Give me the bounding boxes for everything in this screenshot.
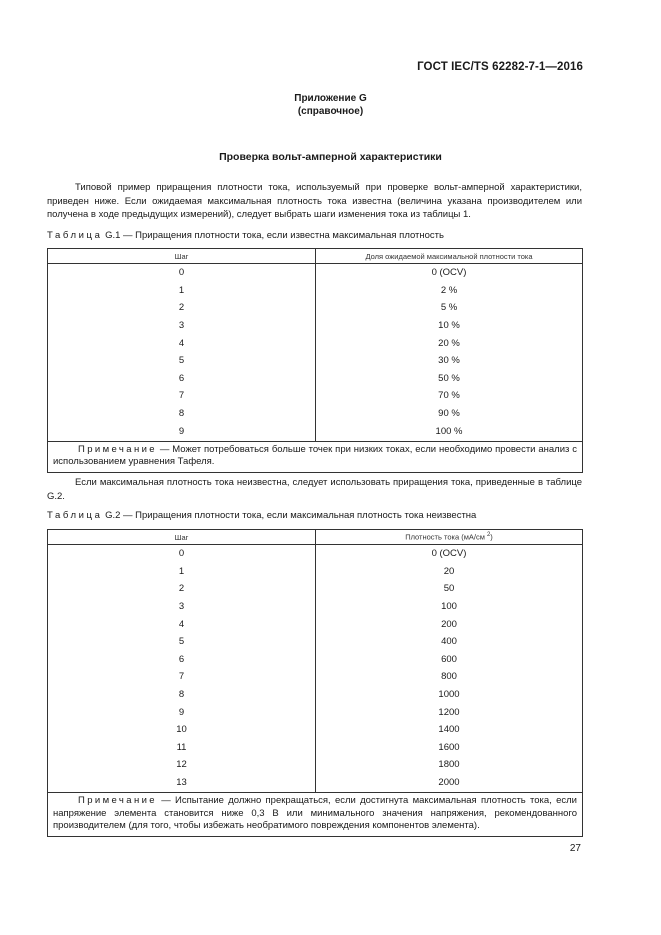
- table1-caption: [47, 230, 582, 242]
- value-cell: 800: [316, 668, 583, 686]
- value-cell: 1800: [316, 756, 583, 774]
- step-cell: 0: [48, 264, 316, 282]
- table1-header-share: Доля ожидаемой максимальной плотности тока: [316, 249, 583, 264]
- step-cell: 5: [48, 352, 316, 370]
- value-cell: 100: [316, 598, 583, 616]
- table-row: [48, 739, 583, 757]
- step-cell: 8: [48, 686, 316, 704]
- table2-header-density-text: Плотность тока (мА/см: [405, 532, 485, 542]
- intro-paragraph: [47, 181, 582, 222]
- table-row: [48, 334, 583, 352]
- table2-note-row: [48, 793, 583, 837]
- value-cell: 50: [316, 580, 583, 598]
- table-row: [48, 703, 583, 721]
- table-row: [48, 651, 583, 669]
- value-cell: 20: [316, 563, 583, 581]
- table-row: [48, 317, 583, 335]
- step-cell: 2: [48, 299, 316, 317]
- value-cell: 30 %: [316, 352, 583, 370]
- table2: [47, 529, 583, 837]
- step-cell: 8: [48, 405, 316, 423]
- value-cell: 70 %: [316, 387, 583, 405]
- table2-note-text: — Испытание должно прекращаться, если достигнута максимальная плотность тока, если напряжение элемента становится ниже 0,3 В или минимального значения напряжения, рекомендованного производителем (для того, чтобы избежать необратимого повреждения компонентов элемента).: [53, 795, 577, 832]
- value-cell: 1000: [316, 686, 583, 704]
- value-cell: 50 %: [316, 370, 583, 388]
- value-cell: 1400: [316, 721, 583, 739]
- table1-caption-text: G.1 — Приращения плотности тока, если известна максимальная плотность: [105, 230, 444, 241]
- table-row: [48, 615, 583, 633]
- table1-note-label: Примечание: [78, 443, 157, 455]
- table1-note-row: [48, 441, 583, 472]
- value-cell: 5 %: [316, 299, 583, 317]
- step-cell: 3: [48, 317, 316, 335]
- section-title: Проверка вольт-амперной характеристики: [219, 151, 442, 163]
- table2-header-density: [316, 530, 583, 545]
- table-row: [48, 352, 583, 370]
- table2-caption: [47, 510, 582, 522]
- step-cell: 2: [48, 580, 316, 598]
- table1-caption-label: Таблица: [47, 230, 103, 241]
- table1-note: [48, 441, 583, 472]
- value-cell: 0 (OCV): [316, 264, 583, 282]
- table2-header-superscript: 2: [486, 532, 491, 539]
- step-cell: 6: [48, 370, 316, 388]
- step-cell: 10: [48, 721, 316, 739]
- table-row: [48, 668, 583, 686]
- step-cell: 0: [48, 545, 316, 563]
- appendix-subtitle: (справочное): [297, 106, 364, 117]
- table2-header-step: Шаг: [48, 530, 316, 545]
- value-cell: 2 %: [316, 282, 583, 300]
- step-cell: 7: [48, 387, 316, 405]
- table2-header-close: ): [490, 532, 493, 542]
- table1-header-step: Шаг: [48, 249, 316, 264]
- value-cell: 1200: [316, 703, 583, 721]
- table1-note-text: — Может потребоваться больше точек при низких токах, если необходимо провести анализ с использованием уравнения Тафеля.: [53, 443, 577, 468]
- step-cell: 6: [48, 651, 316, 669]
- step-cell: 12: [48, 756, 316, 774]
- page-number: 27: [569, 843, 581, 854]
- table-row: [48, 774, 583, 793]
- value-cell: 20 %: [316, 334, 583, 352]
- table2-note-label: Примечание: [78, 795, 157, 807]
- step-cell: 1: [48, 282, 316, 300]
- step-cell: 11: [48, 739, 316, 757]
- table2-note: [48, 793, 583, 837]
- table-row: [48, 756, 583, 774]
- step-cell: 13: [48, 774, 316, 793]
- step-cell: 9: [48, 703, 316, 721]
- table-row: [48, 580, 583, 598]
- middle-text: Если максимальная плотность тока неизвестна, следует использовать приращения тока, приведенные в таблице G.2.: [47, 477, 582, 502]
- value-cell: 200: [316, 615, 583, 633]
- intro-text: Типовой пример приращения плотности тока, используемый при проверке вольт-амперной характеристики, приведен ниже. Если ожидаемая максимальная плотность тока известна (величина указана производителем или получена в ходе предыдущих измерений), следует выбрать шаги изменения тока из таблицы 1.: [47, 182, 582, 220]
- value-cell: 1600: [316, 739, 583, 757]
- table-row: [48, 387, 583, 405]
- table-row: [48, 686, 583, 704]
- table-row: [48, 405, 583, 423]
- table-row: [48, 598, 583, 616]
- table-row: [48, 282, 583, 300]
- step-cell: 4: [48, 334, 316, 352]
- table-row: [48, 264, 583, 282]
- step-cell: 9: [48, 422, 316, 441]
- value-cell: 100 %: [316, 422, 583, 441]
- table-row: [48, 545, 583, 563]
- step-cell: 4: [48, 615, 316, 633]
- table-row: [48, 370, 583, 388]
- value-cell: 2000: [316, 774, 583, 793]
- value-cell: 0 (OCV): [316, 545, 583, 563]
- table-row: [48, 633, 583, 651]
- step-cell: 3: [48, 598, 316, 616]
- value-cell: 400: [316, 633, 583, 651]
- table-row: [48, 721, 583, 739]
- value-cell: 600: [316, 651, 583, 669]
- table1: [47, 248, 583, 473]
- table2-caption-label: Таблица: [47, 510, 103, 521]
- appendix-title: Приложение G: [294, 93, 367, 104]
- table-row: [48, 563, 583, 581]
- document-id: ГОСТ IEC/TS 62282-7-1—2016: [417, 61, 583, 73]
- step-cell: 1: [48, 563, 316, 581]
- table-row: [48, 299, 583, 317]
- step-cell: 5: [48, 633, 316, 651]
- middle-paragraph: [47, 476, 582, 503]
- table-row: [48, 422, 583, 441]
- table2-caption-text: G.2 — Приращения плотности тока, если максимальная плотность тока неизвестна: [105, 510, 477, 521]
- step-cell: 7: [48, 668, 316, 686]
- value-cell: 10 %: [316, 317, 583, 335]
- value-cell: 90 %: [316, 405, 583, 423]
